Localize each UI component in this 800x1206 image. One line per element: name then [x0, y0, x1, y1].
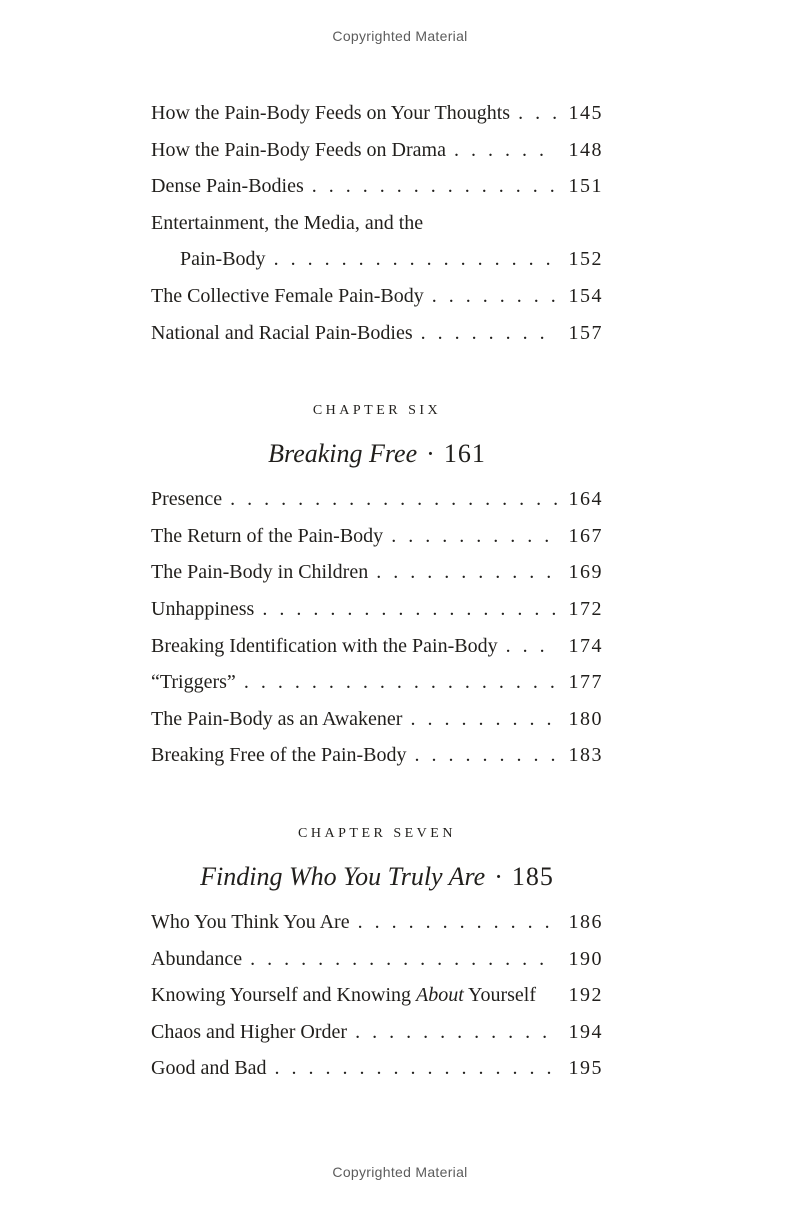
page-number: 154: [568, 284, 603, 307]
page-number: 177: [568, 671, 603, 694]
toc-entry: [151, 315, 603, 352]
dot-leader: [376, 554, 557, 591]
dot-leader: [432, 278, 557, 315]
toc-entry: [151, 701, 603, 738]
toc-entry: [151, 1014, 603, 1051]
page-number: 145: [568, 102, 603, 124]
entry-title: Breaking Free of the Pain-Body: [151, 744, 407, 767]
toc-entry: [151, 628, 603, 665]
toc-entry: [151, 591, 603, 628]
table-of-contents: [151, 95, 603, 1087]
dot-leader: [421, 315, 557, 352]
entry-title: How the Pain-Body Feeds on Your Thoughts: [151, 102, 511, 124]
entry-title: The Pain-Body in Children: [151, 561, 369, 584]
entry-title-italic-part: About: [416, 984, 464, 1007]
page-number: 186: [568, 910, 603, 933]
dot-leader: [415, 737, 558, 774]
entry-title: “Triggers”: [151, 671, 236, 694]
toc-entry: [151, 664, 603, 701]
toc-entry: [151, 904, 603, 941]
chapter-heading: [151, 401, 603, 473]
chapter-title-separator: ·: [426, 439, 435, 469]
page-number: 190: [568, 947, 603, 970]
toc-entry-line1: [151, 205, 603, 242]
copyright-notice-bottom: Copyrighted Material: [332, 1164, 468, 1180]
toc-entry: [151, 132, 603, 169]
entry-title: [151, 977, 536, 1014]
chapter-title: [151, 858, 603, 896]
entry-title: Pain-Body: [180, 248, 266, 271]
toc-entry: [151, 977, 603, 1014]
toc-entry: [151, 737, 603, 774]
dot-leader: [355, 1014, 557, 1051]
entry-title: Presence: [151, 488, 223, 511]
toc-entry: [151, 518, 603, 555]
chapter-title-text: Breaking Free: [268, 439, 418, 469]
entry-title-part: Knowing Yourself and Knowing: [151, 984, 416, 1007]
page-number: 194: [568, 1020, 603, 1043]
dot-leader: [250, 941, 557, 978]
chapter-title: [151, 435, 603, 473]
toc-entry: [151, 168, 603, 205]
entry-title: The Collective Female Pain-Body: [151, 284, 424, 307]
page-number: 192: [568, 984, 603, 1007]
page-number: 183: [568, 744, 603, 767]
dot-leader: [454, 132, 557, 169]
page-number: 174: [568, 634, 603, 657]
chapter-heading: [151, 824, 603, 896]
dot-leader: [391, 518, 557, 555]
entry-title: Dense Pain-Bodies: [151, 175, 304, 198]
page-number: 164: [568, 488, 603, 511]
page-number: 151: [568, 175, 603, 198]
chapter-start-page: 161: [443, 439, 486, 469]
dot-leader: [230, 481, 557, 518]
chapter-title-text: Finding Who You Truly Are: [200, 861, 486, 891]
entry-title: Good and Bad: [151, 1057, 267, 1080]
dot-leader: [262, 591, 557, 628]
dot-leader: [506, 628, 557, 665]
entry-title: Abundance: [151, 947, 243, 970]
dot-leader: [410, 701, 557, 738]
entry-title: Unhappiness: [151, 597, 255, 620]
toc-entry: [151, 278, 603, 315]
page-number: 169: [568, 561, 603, 584]
toc-entry: [151, 1050, 603, 1087]
toc-entry-line2: [151, 241, 603, 278]
page-number: 180: [568, 707, 603, 730]
copyright-notice-top: Copyrighted Material: [332, 28, 468, 44]
page-number: 195: [568, 1057, 603, 1080]
toc-entry: [151, 554, 603, 591]
entry-title: Entertainment, the Media, and the: [151, 211, 424, 234]
entry-title: Breaking Identification with the Pain-Body: [151, 634, 498, 657]
chapter-label: CHAPTER SEVEN: [298, 825, 456, 841]
entry-title: National and Racial Pain-Bodies: [151, 321, 413, 344]
dot-leader: [275, 1050, 557, 1087]
page-number: 167: [568, 524, 603, 547]
toc-entry: [151, 941, 603, 978]
chapter-label: CHAPTER SIX: [312, 403, 442, 419]
page-number: 172: [568, 597, 603, 620]
chapter-start-page: 185: [511, 861, 554, 891]
dot-leader: [244, 664, 557, 701]
page-number: 152: [568, 248, 603, 271]
entry-title-part: Yourself: [463, 984, 537, 1007]
toc-entry: [151, 481, 603, 518]
toc-entry: [151, 95, 603, 132]
dot-leader: [518, 95, 557, 132]
dot-leader: [274, 241, 557, 278]
chapter-title-separator: ·: [494, 861, 503, 891]
entry-title: Chaos and Higher Order: [151, 1020, 348, 1043]
entry-title: The Pain-Body as an Awakener: [151, 707, 403, 730]
dot-leader: [358, 904, 557, 941]
page-number: 157: [568, 321, 603, 344]
page-number: 148: [568, 138, 603, 161]
entry-title: How the Pain-Body Feeds on Drama: [151, 138, 446, 161]
dot-leader: [312, 168, 557, 205]
entry-title: The Return of the Pain-Body: [151, 524, 384, 547]
entry-title: Who You Think You Are: [151, 910, 350, 933]
